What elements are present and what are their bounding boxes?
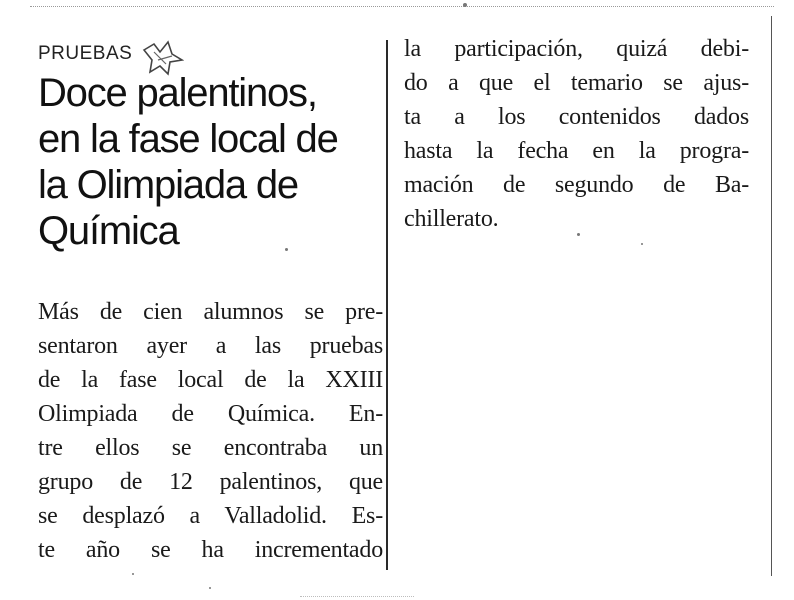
scan-speck [577, 233, 580, 236]
headline-line: Química [38, 209, 179, 253]
scan-speck [463, 3, 467, 7]
body-line: chillerato. [404, 206, 499, 232]
headline-line: en la fase local de [38, 117, 338, 161]
body-line: ta a los contenidos dados [404, 104, 749, 130]
scan-artifact-icon [138, 38, 184, 78]
body-line: mación de segundo de Ba- [404, 172, 749, 198]
body-line: do a que el temario se ajus- [404, 70, 749, 96]
body-line: de la fase local de la XXIII [38, 367, 383, 393]
body-line: te año se ha incrementado [38, 537, 383, 563]
section-label [38, 42, 378, 66]
top-dotted-rule [30, 6, 774, 7]
body-line: Olimpiada de Química. En- [38, 401, 383, 427]
body-line: hasta la fecha en la progra- [404, 138, 749, 164]
body-line: Más de cien alumnos se pre- [38, 299, 383, 325]
scan-speck [132, 573, 134, 575]
body-line: sentaron ayer a las pruebas [38, 333, 383, 359]
article-body-right [404, 32, 749, 236]
headline-line: la Olimpiada de [38, 163, 298, 207]
column-divider [386, 40, 388, 570]
body-line: la participación, quizá debi- [404, 36, 749, 62]
article-body-left [38, 295, 383, 567]
section-label-text: PRUEBAS [38, 43, 133, 64]
scan-speck [285, 248, 288, 251]
bottom-dotted-rule [300, 596, 414, 597]
headline [38, 70, 368, 254]
body-line: grupo de 12 palentinos, que [38, 469, 383, 495]
clipping-right-edge [771, 16, 772, 576]
body-line: se desplazó a Valladolid. Es- [38, 503, 383, 529]
headline-line: Doce palentinos, [38, 71, 317, 115]
scan-speck [209, 587, 211, 589]
body-line: tre ellos se encontraba un [38, 435, 383, 461]
left-column [38, 42, 378, 254]
scan-speck [641, 243, 643, 245]
